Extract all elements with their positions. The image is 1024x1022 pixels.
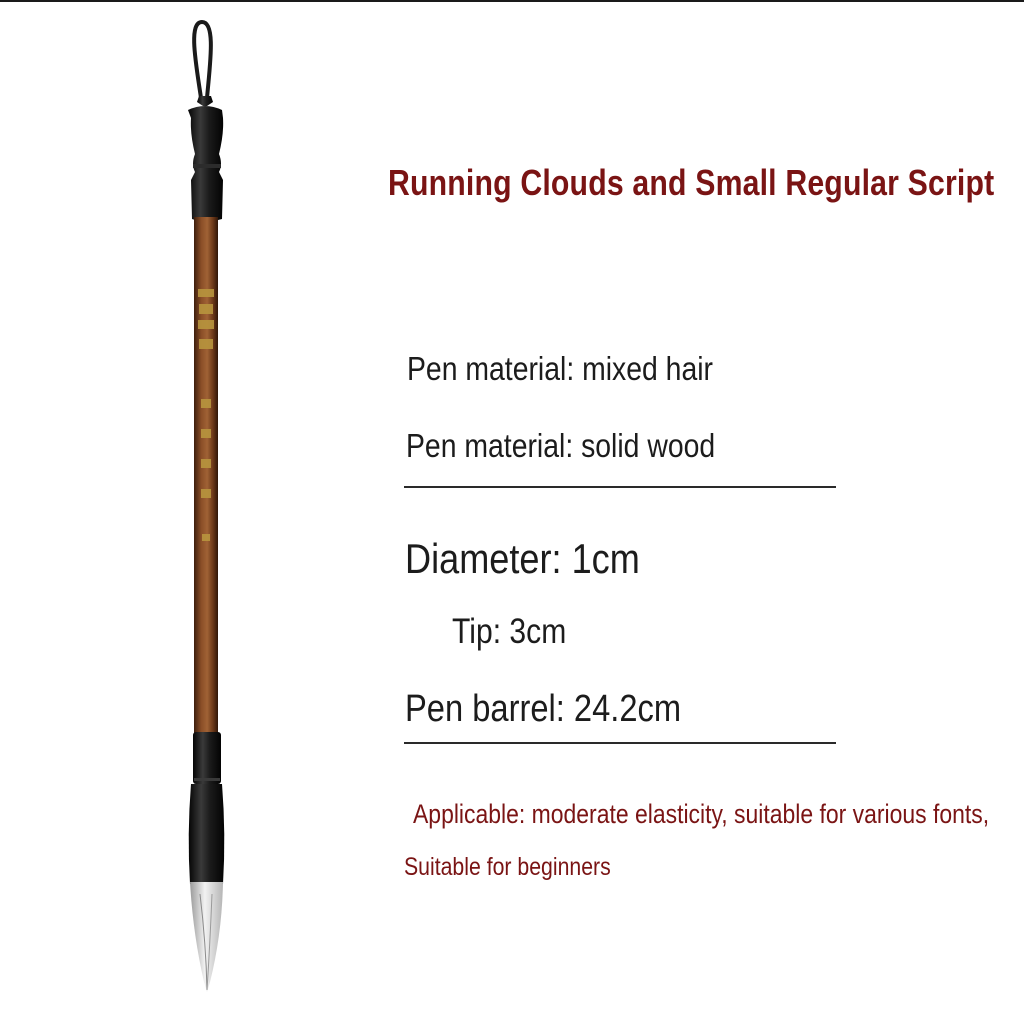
applicable-note: Applicable: moderate elasticity, suitable for various fonts, <box>413 799 990 829</box>
product-title: Running Clouds and Small Regular Script <box>388 162 995 203</box>
spec-wood-material: Pen material: solid wood <box>406 427 716 464</box>
calligraphy-brush-image <box>150 14 270 994</box>
top-border-line <box>0 0 1024 2</box>
hanging-loop-cord <box>194 22 211 98</box>
divider-line <box>404 742 836 744</box>
top-knob-cap <box>197 96 213 106</box>
beginners-note: Suitable for beginners <box>404 853 611 881</box>
spec-hair-material: Pen material: mixed hair <box>407 350 714 387</box>
spec-barrel-length: Pen barrel: 24.2cm <box>405 688 682 730</box>
spec-tip: Tip: 3cm <box>452 612 567 651</box>
brush-collar <box>189 784 225 884</box>
spec-diameter: Diameter: 1cm <box>405 535 640 582</box>
lower-ferrule <box>193 732 221 784</box>
divider-line <box>404 486 836 488</box>
